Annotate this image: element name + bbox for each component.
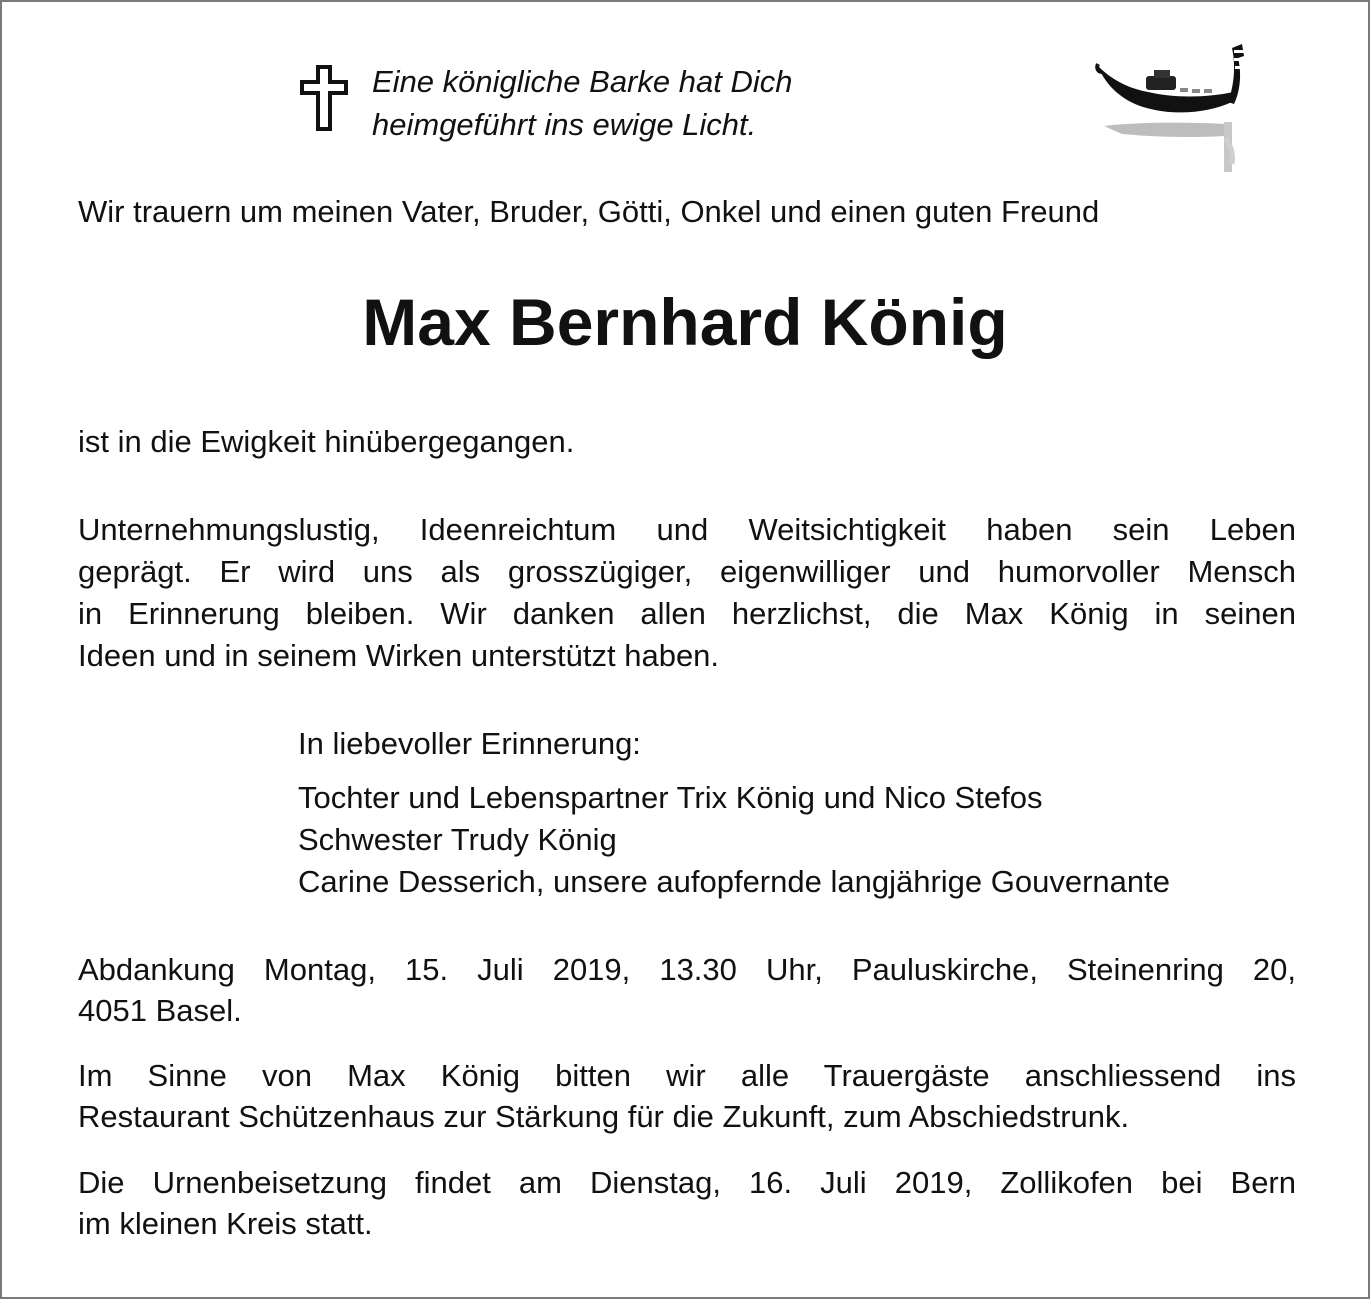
memory-label: In liebevoller Erinnerung: xyxy=(298,726,641,761)
reception-info xyxy=(78,1055,1296,1137)
tribute-line: in Erinnerung bleiben. Wir danken allen herzlichst, die Max König in seinen xyxy=(78,596,1296,631)
tribute-paragraph xyxy=(78,509,1296,677)
motto xyxy=(372,60,792,146)
mourner-entry: Carine Desserich, unsere aufopfernde langjährige Gouvernante xyxy=(298,864,1170,899)
cross-icon xyxy=(298,64,350,132)
urn-line: im kleinen Kreis statt. xyxy=(78,1206,373,1241)
intro-line: Wir trauern um meinen Vater, Bruder, Götti, Onkel und einen guten Freund xyxy=(78,194,1100,229)
reception-line: Im Sinne von Max König bitten wir alle Trauergäste anschliessend ins xyxy=(78,1058,1296,1093)
reception-line: Restaurant Schützenhaus zur Stärkung für die Zukunft, zum Abschiedstrunk. xyxy=(78,1099,1130,1134)
tribute-line: Ideen und in seinem Wirken unterstützt haben. xyxy=(78,638,720,673)
motto-line-2: heimgeführt ins ewige Licht. xyxy=(372,107,757,142)
gondola-icon xyxy=(1094,42,1250,174)
funeral-line: 4051 Basel. xyxy=(78,993,242,1028)
urn-burial-info xyxy=(78,1162,1296,1244)
tribute-line: Unternehmungslustig, Ideenreichtum und Weitsichtigkeit haben sein Leben xyxy=(78,512,1296,547)
motto-line-1: Eine königliche Barke hat Dich xyxy=(372,64,793,99)
passed-line: ist in die Ewigkeit hinübergegangen. xyxy=(78,424,575,459)
deceased-name: Max Bernhard König xyxy=(362,285,1008,359)
funeral-info xyxy=(78,949,1296,1031)
urn-line: Die Urnenbeisetzung findet am Dienstag, 16. Juli 2019, Zollikofen bei Bern xyxy=(78,1165,1296,1200)
mourners-list xyxy=(298,777,1170,903)
mourner-entry: Tochter und Lebenspartner Trix König und Nico Stefos xyxy=(298,780,1043,815)
tribute-line: geprägt. Er wird uns als grosszügiger, eigenwilliger und humorvoller Mensch xyxy=(78,554,1296,589)
funeral-line: Abdankung Montag, 15. Juli 2019, 13.30 Uhr, Pauluskirche, Steinenring 20, xyxy=(78,952,1296,987)
mourner-entry: Schwester Trudy König xyxy=(298,822,617,857)
